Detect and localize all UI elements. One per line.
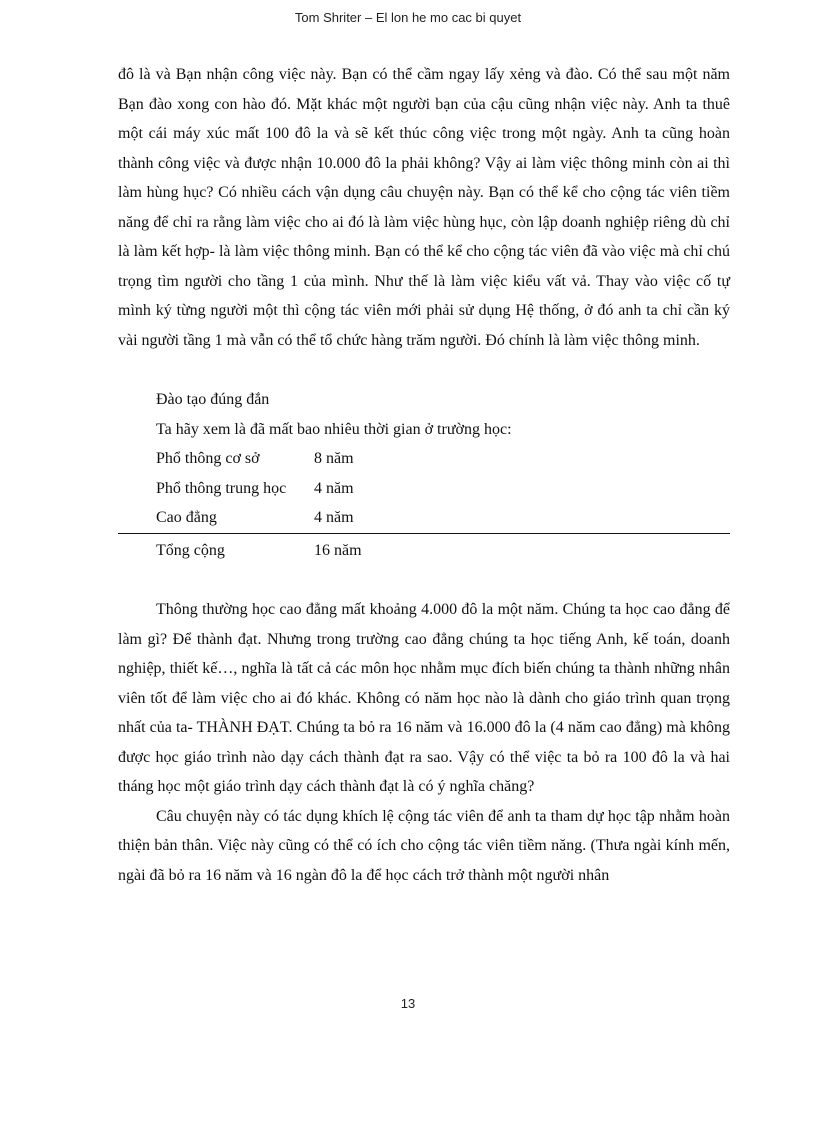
page-number: 13 <box>400 996 416 1011</box>
total-label: Tổng cộng <box>156 541 225 559</box>
years-cell: 4 năm <box>314 509 354 526</box>
table-row <box>118 503 730 533</box>
level-cell: Phổ thông trung học <box>156 479 287 497</box>
schooling-table <box>118 444 730 565</box>
page-body <box>118 60 730 890</box>
total-row <box>118 536 730 566</box>
paragraph: Câu chuyện này có tác dụng khích lệ cộng tác viên để anh ta tham dự học tập nhằm hoàn thiện bản thân. Việc này cũng có thể có ích cho cộng tác viên tiềm năng. (Thưa ngài kính mến, ngài đã bỏ ra 16 năm và 16 ngàn đô la để học cách trở thành một người nhân <box>118 807 730 884</box>
paragraph: đô là và Bạn nhận công việc này. Bạn có thể cầm ngay lấy xẻng và đào. Có thể sau một năm Bạn đào xong con hào đó. Mặt khác một người bạn của cậu cũng nhận việc này. Anh ta thuê một cái máy xúc mất 100 đô la và sẽ kết thúc công việc trong một ngày. Anh ta cũng hoàn thành công việc và được nhận 10.000 đô la phải không? Vậy ai làm việc thông minh còn ai thì làm hùng hục? Có nhiều cách vận dụng câu chuyện này. Bạn có thể kể cho cộng tác viên tiềm năng để chỉ ra rằng làm việc cho ai đó là làm việc hùng hục, còn lập doanh nghiệp riêng dù chỉ là làm kết hợp- là làm việc thông minh. Bạn có thể kể cho cộng tác viên đã vào việc mà chỉ chú trọng tìm người cho tầng 1 của mình. Như thế là làm việc kiểu vất vả. Thay vào việc cố tự mình ký từng người một thì cộng tác viên mới phải sử dụng Hệ thống, ở đó anh ta chỉ cần ký vài người tầng 1 mà vẫn có thể tổ chức hàng trăm người. Đó chính là làm việc thông minh. <box>118 66 730 349</box>
running-header: Tom Shriter – El lon he mo cac bi quyet <box>294 10 522 25</box>
level-cell: Cao đẳng <box>156 509 217 526</box>
table-row <box>118 474 730 504</box>
section-title: Đào tạo đúng đắn <box>156 391 270 408</box>
total-divider <box>118 533 730 534</box>
years-cell: 8 năm <box>314 450 354 467</box>
level-cell: Phổ thông cơ sở <box>156 450 260 467</box>
total-years: 16 năm <box>314 541 362 559</box>
section-intro: Ta hãy xem là đã mất bao nhiêu thời gian ở trường học: <box>156 420 512 438</box>
years-cell: 4 năm <box>314 479 354 497</box>
paragraph: Thông thường học cao đẳng mất khoảng 4.000 đô la một năm. Chúng ta học cao đẳng để làm gì? Để thành đạt. Nhưng trong trường cao đẳng chúng ta học tiếng Anh, kế toán, doanh nghiệp, thiết kế…, nghĩa là tất cả các môn học nhằm mục đích biến chúng ta thành những nhân viên tốt để làm việc cho ai đó khác. Không có năm học nào là dành cho giáo trình quan trọng nhất của ta- THÀNH ĐẠT. Chúng ta bỏ ra 16 năm và 16.000 đô la (4 năm cao đẳng) mà không được học giáo trình nào dạy cách thành đạt ra sao. Vậy có thể việc ta bỏ ra 100 đô la và hai tháng học một giáo trình dạy cách thành đạt là có ý nghĩa chăng? <box>118 601 730 795</box>
table-row <box>118 444 730 474</box>
